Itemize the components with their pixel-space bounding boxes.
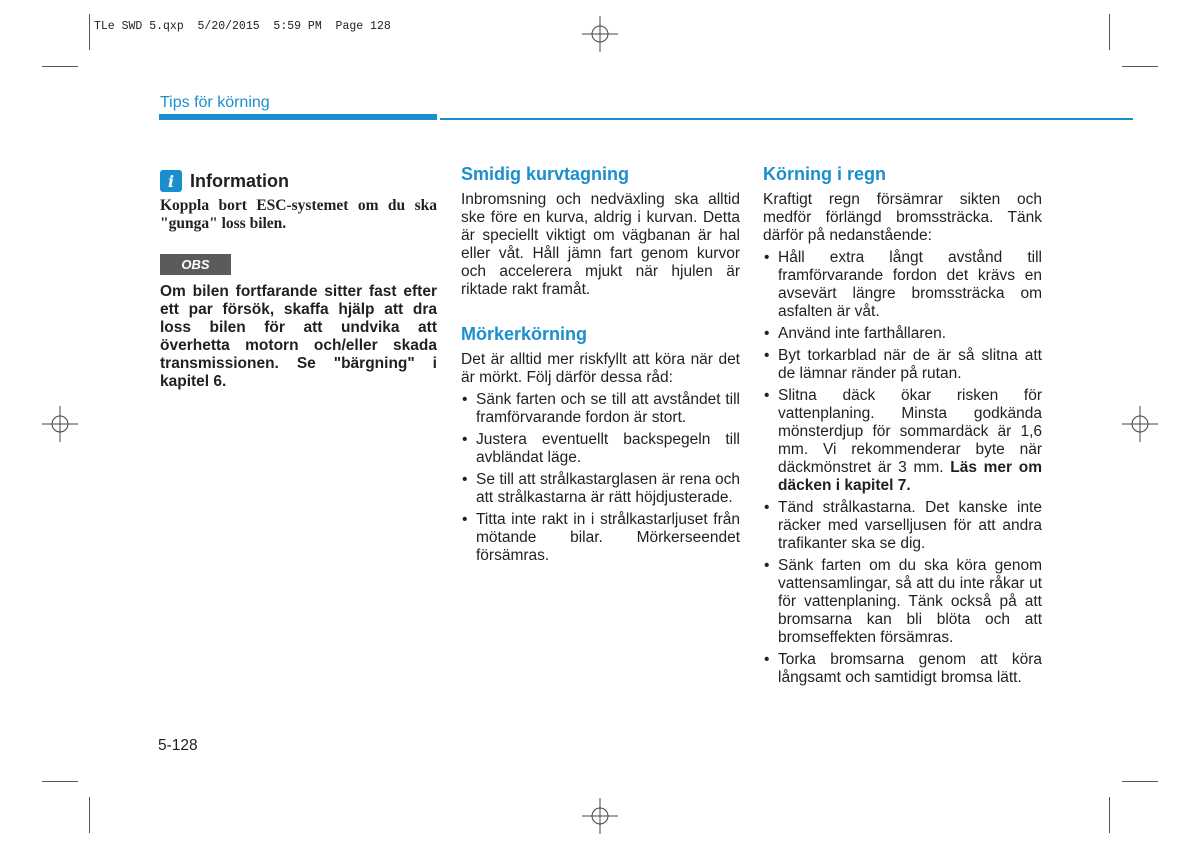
list-item: • Titta inte rakt in i strålkastarljuset från mötande bilar. Mörkerseendet försämras. <box>461 511 740 565</box>
list-item: • Håll extra långt avstånd till framförvarande fordon det krävs en avsevärt längre bromssträcka om asfalten är våt. <box>763 249 1042 321</box>
print-slug: TLe SWD 5.qxp 5/20/2015 5:59 PM Page 128 <box>94 20 391 33</box>
registration-mark-left <box>42 406 78 442</box>
registration-mark-bottom <box>582 798 618 834</box>
obs-badge: OBS <box>160 254 231 275</box>
page-number: 5-128 <box>158 737 198 754</box>
regn-intro: Kraftigt regn försämrar sikten och medför förlängd bromssträcka. Tänk därför på nedanstående: <box>763 191 1042 244</box>
regn-list <box>763 249 1042 687</box>
list-item: • Justera eventuellt backspegeln till avbländat läge. <box>461 431 740 467</box>
list-item: • Torka bromsarna genom att köra långsamt och samtidigt bromsa lätt. <box>763 651 1042 687</box>
info-box-heading <box>160 170 289 192</box>
heading-morkerkorning: Mörkerkörning <box>461 324 588 344</box>
list-item-tires <box>763 387 1042 495</box>
smidig-body: Inbromsning och nedväxling ska alltid ske före en kurva, aldrig i kurvan. Detta är speciellt viktigt om vägbanan är hal eller våt. Håll jämn fart genom kurvor och accelerera mjukt när hjulen är riktade rakt framåt. <box>461 191 740 298</box>
info-box-title: Information <box>190 170 289 191</box>
info-box-text: Koppla bort ESC-systemet om du ska "gunga" loss bilen. <box>160 197 437 232</box>
heading-smidig-kurvtagning: Smidig kurvtagning <box>461 164 630 184</box>
info-icon: i <box>160 170 182 192</box>
list-item: • Sänk farten om du ska köra genom vattensamlingar, så att du inte råkar ut för vattenplaning. Tänk också på att bromsarna kan bli blöta och att bromseffekten försämras. <box>763 557 1042 647</box>
list-item: • Se till att strålkastarglasen är rena och att strålkastarna är rätt höjdjusterade. <box>461 471 740 507</box>
list-item: • Byt torkarblad när de är så slitna att de lämnar ränder på rutan. <box>763 347 1042 383</box>
tires-text: Slitna däck ökar risken för vattenplaning. Minsta godkända mönsterdjup för sommardäck är 1,6 mm. Vi rekommenderar byte när däckmönstret är 3 mm. <box>778 387 1042 476</box>
registration-mark-right <box>1122 406 1158 442</box>
list-item: • Sänk farten och se till att avståndet till framförvarande fordon är stort. <box>461 391 740 427</box>
header-rule-thin <box>440 118 1133 120</box>
list-item: • Använd inte farthållaren. <box>763 325 1042 343</box>
column-right <box>763 163 1042 687</box>
header-rule-thick <box>159 114 437 120</box>
section-title: Tips för körning <box>160 94 270 111</box>
morker-list <box>461 391 740 565</box>
heading-korning-i-regn: Körning i regn <box>763 164 886 184</box>
registration-mark-top <box>582 16 618 52</box>
obs-text: Om bilen fortfarande sitter fast efter ett par försök, skaffa hjälp att dra loss bilen för att undvika att överhetta motorn och/eller skada transmissionen. Se "bärgning" i kapitel 6. <box>160 283 437 390</box>
tires-chapter-ref: Läs mer om däcken i kapitel 7. <box>778 459 1042 494</box>
morker-intro: Det är alltid mer riskfyllt att köra när det är mörkt. Följ därför dessa råd: <box>461 351 740 386</box>
list-item: • Tänd strålkastarna. Det kanske inte räcker med varselljusen för att andra trafikanter ska se dig. <box>763 499 1042 553</box>
column-middle <box>461 163 740 565</box>
